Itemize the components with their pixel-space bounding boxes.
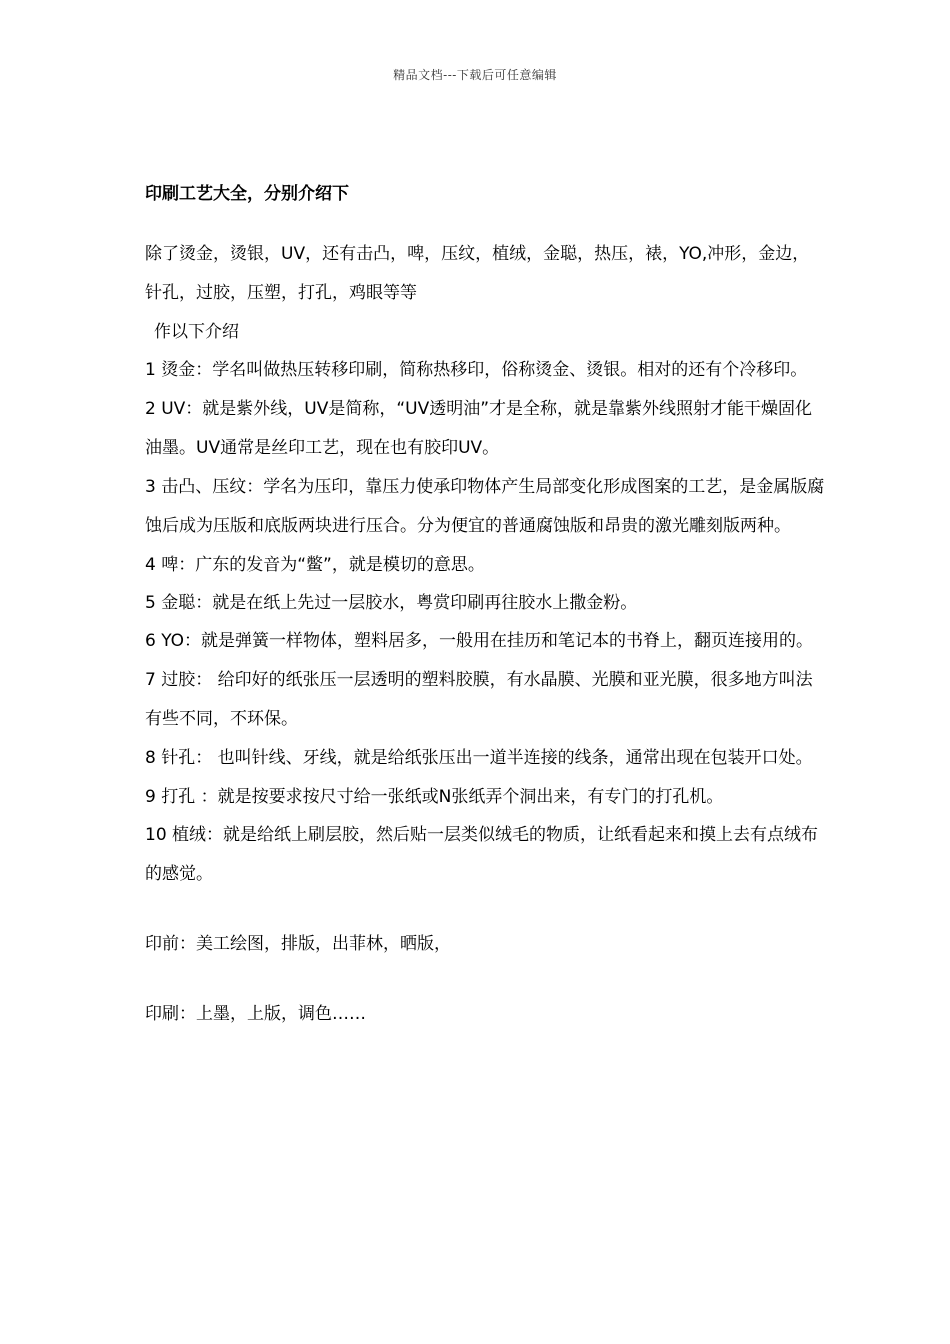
list-item-5: 5 金聪：就是在纸上先过一层胶水，粤赏印刷再往胶水上撒金粉。 bbox=[145, 593, 638, 613]
document-title: 印刷工艺大全，分别介绍下 bbox=[145, 184, 349, 204]
page-header: 精品文档---下载后可任意编辑 bbox=[393, 68, 557, 82]
intro-subline: 作以下介绍 bbox=[154, 322, 239, 342]
spacer bbox=[145, 894, 825, 925]
list-item-3: 3 击凸、压纹：学名为压印，靠压力使承印物体产生局部变化形成图案的工艺，是金属版腐蚀后成为压版和底版两块进行压合。分为便宜的普通腐蚀版和昂贵的激光雕刻版两种。 bbox=[145, 477, 825, 536]
prepress-line: 印前：美工绘图，排版，出菲林，晒版， bbox=[145, 934, 451, 954]
list-item-7: 7 过胶： 给印好的纸张压一层透明的塑料胶膜，有水晶膜、光膜和亚光膜，很多地方叫法有些不同，不环保。 bbox=[145, 670, 813, 729]
intro-paragraph: 除了烫金，烫银，UV，还有击凸，啤，压纹，植绒，金聪，热压，裱，YO,冲形，金边，针孔，过胶，压塑，打孔，鸡眼等等 bbox=[145, 244, 810, 303]
list-item-1: 1 烫金：学名叫做热压转移印刷，简称热移印，俗称烫金、烫银。相对的还有个冷移印。 bbox=[145, 360, 808, 380]
list-item-9: 9 打孔 ：就是按要求按尺寸给一张纸或N张纸弄个洞出来，有专门的打孔机。 bbox=[145, 787, 724, 807]
list-item-8: 8 针孔： 也叫针线、牙线，就是给纸张压出一道半连接的线条，通常出现在包装开口处。 bbox=[145, 748, 813, 768]
printing-line: 印刷：上墨，上版，调色…… bbox=[145, 1004, 366, 1024]
spacer bbox=[145, 964, 825, 995]
list-item-10: 10 植绒：就是给纸上刷层胶，然后贴一层类似绒毛的物质，让纸看起来和摸上去有点绒布的感觉。 bbox=[145, 825, 819, 884]
list-item-2: 2 UV：就是紫外线，UV是简称，“UV透明油”才是全称，就是靠紫外线照射才能干燥固化油墨。UV通常是丝印工艺，现在也有胶印UV。 bbox=[145, 399, 813, 458]
document-body bbox=[145, 180, 825, 1034]
list-item-4: 4 啤：广东的发音为“鳖”，就是模切的意思。 bbox=[145, 555, 485, 575]
list-item-6: 6 YO：就是弹簧一样物体，塑料居多，一般用在挂历和笔记本的书脊上，翻页连接用的。 bbox=[145, 631, 814, 651]
